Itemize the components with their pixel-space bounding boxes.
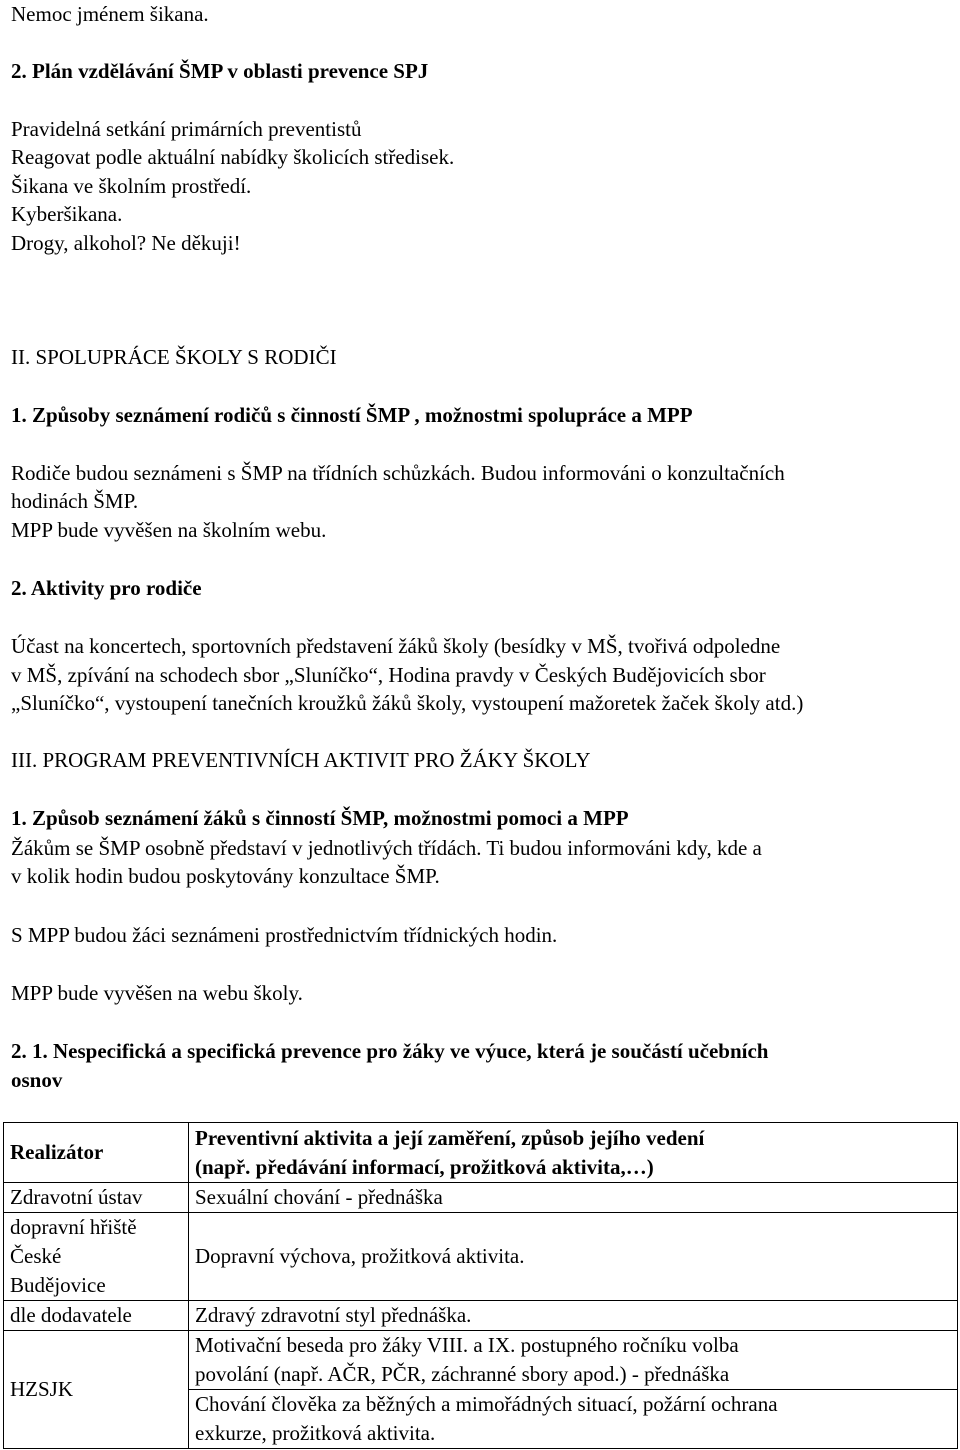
table-header-row bbox=[4, 1123, 958, 1183]
text-line: Šikana ve školním prostředí. bbox=[11, 174, 252, 198]
activity-line: Chování člověka za běžných a mimořádných situací, požární ochrana bbox=[195, 1392, 778, 1416]
header-activity-line: (např. předávání informací, prožitková aktivita,…) bbox=[195, 1154, 654, 1179]
text-line: Rodiče budou seznámeni s ŠMP na třídních schůzkách. Budou informováni o konzultačních bbox=[11, 461, 785, 485]
cell-realizator bbox=[4, 1331, 189, 1449]
section-heading: 2. Aktivity pro rodiče bbox=[11, 576, 202, 600]
section-heading: osnov bbox=[11, 1068, 63, 1092]
section-heading: 2. 1. Nespecifická a specifická prevence pro žáky ve výuce, která je součástí učebních bbox=[11, 1039, 769, 1063]
activity-line: Sexuální chování - přednáška bbox=[195, 1185, 443, 1209]
table-row bbox=[4, 1183, 958, 1213]
realizator-line: dopravní hřiště bbox=[10, 1215, 137, 1239]
activity-line: Dopravní výchova, prožitková aktivita. bbox=[195, 1244, 525, 1268]
text-line: Kyberšikana. bbox=[11, 202, 123, 226]
table-row bbox=[4, 1301, 958, 1331]
cell-activity bbox=[189, 1301, 958, 1331]
activity-line: Motivační beseda pro žáky VIII. a IX. postupného ročníku volba bbox=[195, 1333, 739, 1357]
text-line: Reagovat podle aktuální nabídky školicích středisek. bbox=[11, 145, 455, 169]
section-heading: 1. Způsob seznámení žáků s činností ŠMP, možnostmi pomoci a MPP bbox=[11, 806, 629, 830]
text-line: Nemoc jménem šikana. bbox=[11, 2, 209, 26]
text-line: S MPP budou žáci seznámeni prostřednictvím třídnických hodin. bbox=[11, 923, 558, 947]
text-line: Žákům se ŠMP osobně představí v jednotlivých třídách. Ti budou informováni kdy, kde a bbox=[11, 836, 762, 860]
cell-realizator bbox=[4, 1301, 189, 1331]
cell-activity bbox=[189, 1390, 958, 1449]
cell-realizator bbox=[4, 1183, 189, 1213]
activity-line: exkurze, prožitková aktivita. bbox=[195, 1421, 436, 1445]
header-activity bbox=[189, 1123, 958, 1183]
realizator-line: Zdravotní ústav bbox=[10, 1185, 143, 1209]
prevention-table bbox=[3, 1122, 958, 1449]
activity-line: povolání (např. AČR, PČR, záchranné sbory apod.) - přednáška bbox=[195, 1362, 730, 1386]
text-line: v MŠ, zpívání na schodech sbor „Sluníčko“, Hodina pravdy v Českých Budějovicích sbor bbox=[11, 663, 766, 687]
section-heading: 1. Způsoby seznámení rodičů s činností ŠMP , možnostmi spolupráce a MPP bbox=[11, 403, 693, 427]
chapter-heading: III. PROGRAM PREVENTIVNÍCH AKTIVIT PRO ŽÁKY ŠKOLY bbox=[11, 748, 591, 772]
header-activity-line: Preventivní aktivita a její zaměření, způsob jejího vedení bbox=[195, 1125, 705, 1150]
text-line: MPP bude vyvěšen na školním webu. bbox=[11, 518, 327, 542]
activity-line: Zdravý zdravotní styl přednáška. bbox=[195, 1303, 472, 1327]
text-line: MPP bude vyvěšen na webu školy. bbox=[11, 981, 303, 1005]
cell-activity bbox=[189, 1213, 958, 1301]
realizator-line: HZSJK bbox=[10, 1377, 74, 1401]
cell-activity bbox=[189, 1183, 958, 1213]
realizator-line: dle dodavatele bbox=[10, 1303, 132, 1327]
realizator-line: České bbox=[10, 1244, 62, 1268]
section-heading: 2. Plán vzdělávání ŠMP v oblasti prevence SPJ bbox=[11, 59, 429, 83]
text-line: Drogy, alkohol? Ne děkuji! bbox=[11, 231, 241, 255]
cell-realizator bbox=[4, 1213, 189, 1301]
chapter-heading: II. SPOLUPRÁCE ŠKOLY S RODIČI bbox=[11, 345, 337, 369]
text-line: hodinách ŠMP. bbox=[11, 489, 139, 513]
cell-activity bbox=[189, 1331, 958, 1390]
table-row bbox=[4, 1213, 958, 1301]
realizator-line: Budějovice bbox=[10, 1273, 106, 1297]
text-line: v kolik hodin budou poskytovány konzultace ŠMP. bbox=[11, 864, 440, 888]
text-line: Účast na koncertech, sportovních představení žáků školy (besídky v MŠ, tvořivá odpoledne bbox=[11, 634, 781, 658]
table-row bbox=[4, 1331, 958, 1390]
text-line: „Sluníčko“, vystoupení tanečních kroužků žáků školy, vystoupení mažoretek žaček školy atd.) bbox=[11, 691, 804, 715]
text-line: Pravidelná setkání primárních preventistů bbox=[11, 117, 362, 141]
header-realizator: Realizátor bbox=[4, 1123, 189, 1183]
